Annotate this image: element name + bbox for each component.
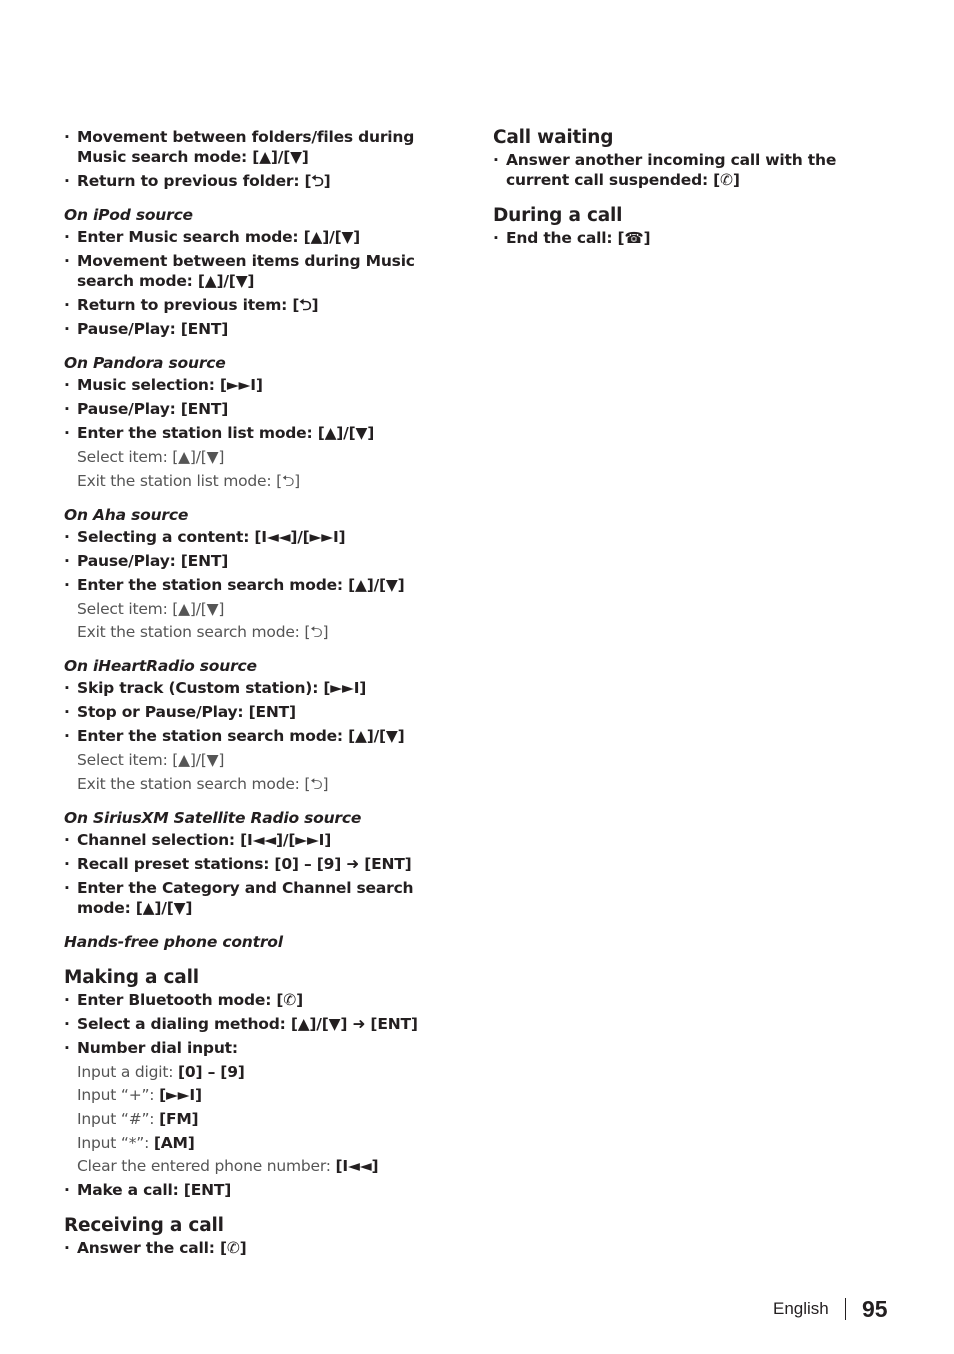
list-item: · Movement between folders/files during Music search mode: [▲]/[▼] [64,127,464,167]
page-number: 95 [862,1296,888,1322]
making-call-heading: Making a call [64,966,199,988]
during-call-heading: During a call [493,205,623,226]
sub-line [64,1156,464,1176]
sub-line: Select item: [▲]/[▼] [77,751,225,770]
sub-line-label: Input “#”: [77,1109,160,1128]
list-item: · Make a call: [ENT] [64,1180,464,1200]
ipod-source-list [64,227,464,339]
folder-navigation-list [64,127,464,191]
list-item: · Enter the station list mode: [▲]/[▼] [64,423,464,443]
list-item: · Select a dialing method: [▲]/[▼] ➜ [ENT] [64,1014,464,1034]
sub-line-value: [FM] [159,1109,199,1128]
list-item: · Movement between items during Music search mode: [▲]/[▼] [64,251,464,291]
receiving-call-heading: Receiving a call [64,1214,224,1236]
sub-line-value: [AM] [153,1133,195,1152]
sub-line: Exit the station search mode: [⮌] [77,623,329,642]
during-call-list [493,228,893,248]
sub-line [64,1085,464,1105]
ipod-source-title: On iPod source [64,206,193,224]
list-item: · Skip track (Custom station): [►►I] [64,678,464,698]
iheartradio-source-title: On iHeartRadio source [64,657,257,676]
sub-line [64,1133,464,1153]
sub-line-value: [►►I] [159,1086,202,1105]
sub-line-value: [0] – [9] [178,1062,245,1081]
siriusxm-source-list [64,830,464,918]
pandora-source-title: On Pandora source [64,354,226,372]
list-item: · Return to previous item: [⮌] [64,295,464,315]
list-item: · Enter the station search mode: [▲]/[▼] [64,726,464,746]
making-call-list-end [64,1180,464,1200]
list-item: · Enter Bluetooth mode: [✆] [64,990,464,1010]
sub-line-label: Input a digit: [77,1062,179,1081]
sub-line: Exit the station list mode: [⮌] [77,471,301,490]
footer-language: English [773,1299,829,1318]
list-item: · Pause/Play: [ENT] [64,319,464,339]
receiving-call-list [64,1238,464,1258]
sub-line [64,1062,464,1082]
sub-line-label: Input “+”: [77,1086,160,1105]
list-item: · Enter Music search mode: [▲]/[▼] [64,227,464,247]
sub-line [64,1109,464,1129]
list-item: · Pause/Play: [ENT] [64,551,464,571]
footer-divider [845,1298,846,1320]
iheartradio-source-list [64,678,464,746]
list-item: · Selecting a content: [I◄◄]/[►►I] [64,527,464,547]
left-column [64,127,464,1262]
list-item: · Answer another incoming call with the current call suspended: [✆] [493,150,893,190]
siriusxm-source-title: On SiriusXM Satellite Radio source [64,808,362,827]
call-waiting-list [493,150,893,190]
list-item: · Number dial input: [64,1038,464,1058]
sub-line-label: Input “*”: [77,1133,154,1152]
list-item: · Enter the station search mode: [▲]/[▼] [64,575,464,595]
list-item: · Recall preset stations: [0] – [9] ➜ [ENT] [64,854,464,874]
sub-line: Select item: [▲]/[▼] [77,448,225,466]
making-call-list [64,990,464,1058]
sub-line-value: [I◄◄] [335,1157,379,1176]
list-item: · Return to previous folder: [⮌] [64,171,464,191]
sub-line-label: Clear the entered phone number: [77,1157,336,1176]
list-item: · Channel selection: [I◄◄]/[►►I] [64,830,464,850]
list-item: · Enter the Category and Channel search mode: [▲]/[▼] [64,878,464,918]
call-waiting-heading: Call waiting [493,127,614,148]
right-column [493,127,893,252]
list-item: · Music selection: [►►I] [64,375,464,395]
pandora-source-list [64,375,464,443]
list-item: · End the call: [☎] [493,228,893,248]
sub-line: Exit the station search mode: [⮌] [77,774,329,793]
list-item: · Pause/Play: [ENT] [64,399,464,419]
aha-source-title: On Aha source [64,505,189,524]
aha-source-list [64,527,464,595]
list-item: · Answer the call: [✆] [64,1238,464,1258]
hands-free-title: Hands-free phone control [64,932,283,951]
sub-line: Select item: [▲]/[▼] [77,599,225,618]
list-item: · Stop or Pause/Play: [ENT] [64,702,464,722]
